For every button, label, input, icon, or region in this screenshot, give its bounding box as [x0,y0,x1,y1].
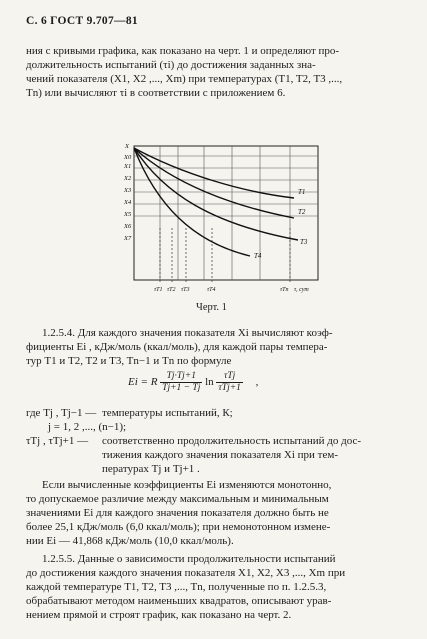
intro-line: должительность испытаний (τi) до достижения заданных зна- [26,59,316,71]
tau-line: соответственно продолжительность испытаний до дос- [102,435,362,447]
formula-numerator: Tj·Tj+1 [160,371,202,383]
curve-label: T2 [298,208,306,216]
y-tick-label: X4 [124,199,132,206]
formula-denominator: τTj+1 [218,383,241,393]
curve-label: T3 [300,238,308,246]
curve-T2 [134,148,294,218]
degradation-curves [134,148,298,256]
formula-fraction-tau [216,371,242,394]
curve-label: T1 [298,188,306,196]
y-tick-label: X7 [124,235,132,242]
plot-frame [134,146,318,280]
x-tick-label: τTn [280,287,289,293]
intro-paragraph [26,44,404,100]
curve-label: T4 [254,252,262,260]
page-header: С. 6 ГОСТ 9.707—81 [26,15,138,27]
y-axis-label: X [125,144,129,150]
y-tick-label: X6 [124,223,132,230]
dashed-drop-lines [160,228,290,284]
intro-line: ния с кривыми графика, как показано на черт. 1 и определяют про- [26,45,340,57]
y-tick-label: X1 [124,163,132,170]
section-line: каждой температуре T1, T2, T3 ,..., Tn, полученные по п. 1.2.5.3, [26,581,327,593]
y-tick-label: X2 [124,175,132,182]
x-tick-label: τT2 [167,287,176,293]
tau-line: пературах Tj и Tj+1 . [102,463,200,475]
section-line: обрабатывают методом наименьших квадратов, описывают урав- [26,595,332,607]
section-line: фициенты Ei , кДж/моль (ккал/моль), для каждой пары темпера- [26,341,328,353]
x-tick-label: τT3 [181,287,190,293]
intro-line: Tn) или вычисляют τi в соответствии с приложением 6. [26,87,286,99]
formula-lhs: Ei = R [128,376,158,389]
y-tick-label: X3 [124,187,132,194]
where-text: температуры испытаний, К; [102,407,233,419]
where-definition [26,406,404,420]
paragraph-line: более 25,1 кДж/моль (6,0 ккал/моль); при немонотонном измене- [26,521,331,533]
coefficients-paragraph [26,478,404,548]
tau-text [102,434,404,476]
y-tick-label: X0 [124,154,132,161]
figure-1-graph [112,144,328,294]
section-line: тур T1 и T2, T2 и T3, Tn−1 и Tn по формуле [26,355,232,367]
figure-caption: Черт. 1 [196,302,227,313]
where-lead: где Tj , Tj−1 — [26,407,97,419]
formula-ln: ln [205,376,214,389]
formula-tail: , [255,376,259,389]
formula-numerator: τTj [216,371,242,383]
section-1254-paragraph [26,326,404,368]
tau-lead: τTj , τTj+1 — [26,435,89,447]
section-line: нением прямой и строят график, как показано на черт. 2. [26,609,292,621]
intro-line: чений показателя (X1, X2 ,..., Xm) при температурах (T1, T2, T3 ,..., [26,73,343,85]
x-axis-label: τ, сут [294,287,309,293]
paragraph-line: Если вычисленные коэффициенты Ei изменяются монотонно, [42,479,332,491]
curve-T1 [134,148,294,198]
horizontal-grid [134,156,318,216]
section-line: 1.2.5.4. Для каждого значения показателя Xi вычисляют коэф- [42,327,333,339]
x-tick-label: τT4 [207,287,216,293]
energy-formula [128,371,258,394]
section-1255-paragraph [26,552,404,622]
y-tick-label: X5 [124,211,132,218]
tau-line: тижения каждого значения показателя Xi при тем- [102,449,338,461]
j-range-line: j = 1, 2 ,..., (n−1); [48,421,127,433]
paragraph-line: нии Ei — 41,868 кДж/моль (10,0 ккал/моль). [26,535,234,547]
formula-denominator: Tj+1 − Tj [162,383,201,393]
section-line: до достижения каждого значения показателя X1, X2, X3 ,..., Xm при [26,567,346,579]
formula-fraction-temperature [160,371,202,394]
paragraph-line: значениями Ei для каждого значения показателя должно быть не [26,507,329,519]
paragraph-line: то допускаемое различие между максимальным и минимальным [26,493,329,505]
tau-definition [26,434,404,476]
x-tick-label: τT1 [154,287,163,293]
section-line: 1.2.5.5. Данные о зависимости продолжительности испытаний [42,553,336,565]
